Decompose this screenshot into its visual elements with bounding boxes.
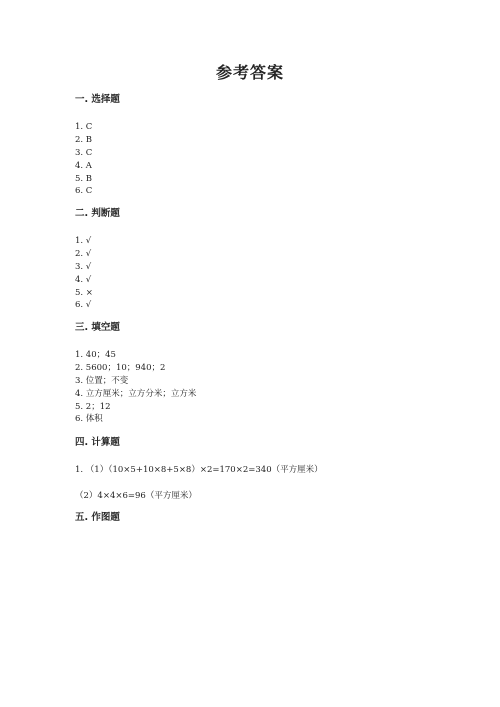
section-drawing	[75, 512, 455, 539]
answer-item: 1. C	[75, 122, 93, 132]
calculation-answer: （2）4×4×6=96（平方厘米）	[75, 491, 197, 501]
section-multiple-choice	[75, 94, 455, 198]
section-true-false	[75, 208, 455, 312]
answer-list	[75, 121, 455, 198]
answer-item: 4. √	[75, 274, 92, 285]
answer-item: 4. A	[75, 160, 92, 171]
answer-item: 4. 立方厘米；立方分米；立方米	[75, 388, 197, 399]
answer-item: 2. 5600；10；940；2	[75, 362, 166, 373]
section-fill-blank	[75, 322, 455, 426]
answer-item: 6. 体积	[75, 414, 103, 425]
answer-item: 5. ×	[75, 287, 93, 298]
answer-item: 1. √	[75, 236, 92, 246]
calculation-answer: 1. （1）（10×5+10×8+5×8）×2=170×2=340（平方厘米）	[75, 465, 323, 475]
answer-item: 3. 位置；不变	[75, 375, 129, 386]
section-heading: 二. 判断题	[75, 208, 120, 219]
section-heading: 五. 作图题	[75, 512, 120, 523]
answer-item: 2. B	[75, 134, 93, 145]
answer-item: 6. C	[75, 186, 93, 197]
answer-item: 6. √	[75, 300, 92, 311]
answer-item: 2. √	[75, 248, 92, 259]
section-heading: 三. 填空题	[75, 322, 120, 333]
section-heading: 四. 计算题	[75, 437, 120, 448]
answer-item: 5. 2；12	[75, 401, 111, 412]
answer-list	[75, 349, 455, 426]
answer-item: 5. B	[75, 173, 93, 184]
answer-item: 1. 40；45	[75, 350, 116, 360]
section-heading: 一. 选择题	[75, 94, 120, 105]
answer-item: 3. C	[75, 147, 93, 158]
answer-list	[75, 235, 455, 312]
answer-item: 3. √	[75, 261, 92, 272]
page-title: 参考答案	[215, 63, 284, 82]
section-calculation	[75, 437, 455, 502]
